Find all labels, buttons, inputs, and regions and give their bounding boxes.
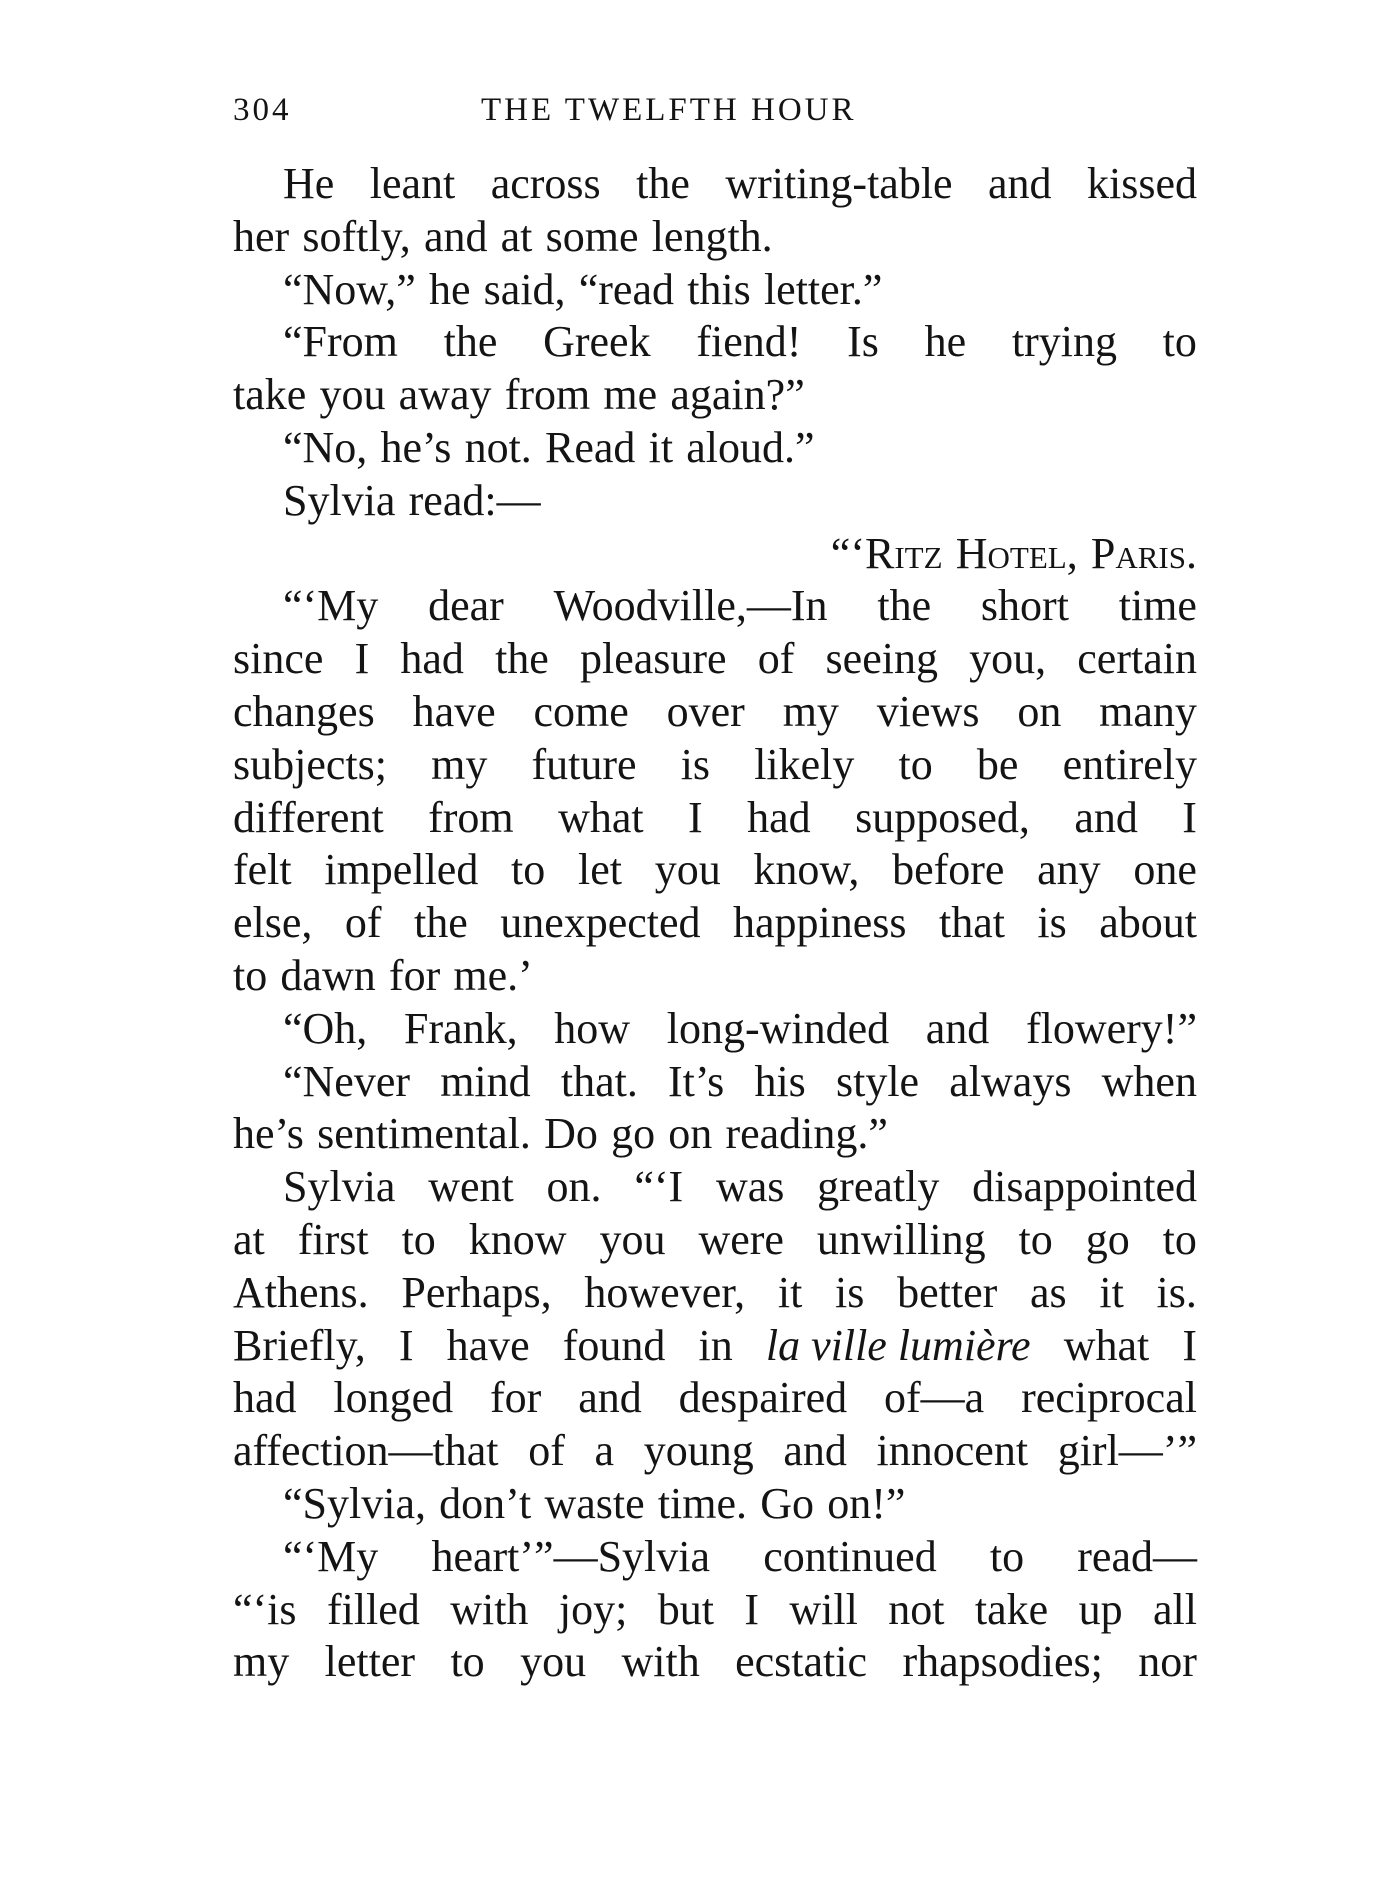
word: to (450, 1637, 485, 1687)
word: that. (560, 1056, 638, 1106)
word: at (500, 211, 533, 261)
word: and (783, 1426, 847, 1476)
word: take (974, 1584, 1049, 1634)
word: read:— (408, 475, 541, 525)
word: greatly (817, 1162, 940, 1212)
word: were (698, 1214, 784, 1264)
text-line (233, 580, 1197, 633)
text-line (233, 1478, 1197, 1531)
text-line (233, 1425, 1197, 1478)
word: ecstatic (735, 1637, 868, 1687)
word: and (1074, 792, 1138, 842)
word: longed (333, 1373, 454, 1423)
word: flowery!” (1025, 1003, 1197, 1053)
word: what (1063, 1320, 1150, 1370)
word: trying (1011, 317, 1117, 367)
text-line (233, 897, 1197, 950)
word: was (715, 1162, 785, 1212)
word: better (897, 1267, 998, 1317)
word: of (344, 898, 382, 948)
word: dear (428, 581, 504, 631)
word: from (428, 792, 514, 842)
word: I (398, 1320, 414, 1370)
word: read— (1077, 1531, 1197, 1581)
word: be (976, 739, 1019, 789)
word: my (782, 686, 839, 736)
word: again?” (670, 370, 805, 420)
word: Sylvia (283, 475, 396, 525)
word: it (648, 422, 674, 472)
word: the (495, 634, 549, 684)
word: the (413, 898, 468, 948)
text-line (233, 1267, 1197, 1320)
text-line (233, 1372, 1197, 1425)
word: long-winded (666, 1003, 890, 1053)
page-header (233, 92, 1197, 136)
text-line (233, 633, 1197, 686)
word: his (754, 1056, 806, 1106)
word: to (511, 845, 546, 895)
word: Athens. (233, 1267, 369, 1317)
word: had (747, 792, 811, 842)
word: all (1153, 1584, 1197, 1634)
word: future (531, 739, 637, 789)
word: he (924, 317, 967, 367)
word: affection—that (233, 1426, 499, 1476)
word: this (687, 264, 751, 314)
word: any (1037, 845, 1101, 895)
word: however, (584, 1267, 746, 1317)
word: the (636, 159, 690, 208)
word: some (545, 211, 639, 261)
word: on. (546, 1162, 602, 1212)
word: Read (545, 422, 636, 472)
text-line (233, 739, 1197, 792)
word: not. (464, 422, 532, 472)
word: Woodville,—In (553, 581, 828, 631)
word: rhapsodies; (902, 1637, 1103, 1687)
word: unwilling (816, 1214, 986, 1264)
word: for (388, 950, 441, 1000)
word: felt (233, 845, 292, 895)
word: He (283, 159, 335, 208)
word: reading.” (725, 1109, 888, 1159)
word: not (888, 1584, 945, 1634)
text-line (233, 1161, 1197, 1214)
word: of (528, 1426, 565, 1476)
word: how (554, 1003, 631, 1053)
word: I (744, 1584, 759, 1634)
word: about (1099, 898, 1197, 948)
word: different (233, 792, 384, 842)
text-line (233, 264, 1197, 317)
word: is (835, 1267, 865, 1317)
word: across (490, 159, 601, 208)
word: time (1118, 581, 1197, 631)
word: he (428, 264, 471, 314)
word: aloud.” (686, 422, 815, 472)
text-line (233, 1056, 1197, 1109)
word: unexpected (500, 898, 701, 948)
word: I (688, 792, 703, 842)
word: happiness (732, 898, 907, 948)
word: “From (283, 317, 398, 367)
word: entirely (1062, 739, 1197, 789)
word: the (443, 317, 498, 367)
word: as (1030, 1267, 1067, 1317)
word: changes (233, 686, 375, 736)
word: I (1182, 1320, 1197, 1370)
word: Hotel, (955, 528, 1078, 578)
word: kissed (1086, 159, 1197, 208)
word: fiend! (696, 317, 802, 367)
word: despaired (678, 1373, 848, 1423)
word: with (621, 1637, 700, 1687)
word: come (533, 686, 629, 736)
word: views (876, 686, 980, 736)
word: Do (544, 1109, 598, 1159)
word: letter.” (763, 264, 883, 314)
word: and (988, 159, 1052, 208)
word: you (520, 1637, 587, 1687)
word: and (578, 1373, 642, 1423)
word: before (892, 845, 1005, 895)
word: that (938, 898, 1005, 948)
word: It’s (668, 1056, 725, 1106)
word: nor (1138, 1637, 1197, 1687)
word: you (654, 845, 721, 895)
word: is (1037, 898, 1067, 948)
word: else, (233, 898, 313, 948)
word: impelled (324, 845, 479, 895)
word: many (1099, 686, 1197, 736)
word: “‘I (634, 1162, 684, 1212)
text-line (233, 1108, 1197, 1161)
word: a (594, 1426, 615, 1476)
word: went (428, 1162, 514, 1212)
text-line (233, 158, 1197, 211)
word: to (401, 1214, 436, 1264)
text-line (233, 844, 1197, 897)
word: and (423, 211, 488, 261)
word: go (1085, 1214, 1130, 1264)
word: over (666, 686, 745, 736)
word: you (319, 370, 386, 420)
word: innocent (876, 1426, 1029, 1476)
word: seeing (825, 634, 938, 684)
word: I (354, 634, 370, 684)
word: is (680, 739, 711, 789)
text-line (233, 1531, 1197, 1584)
word: her (233, 211, 290, 261)
word: but (657, 1584, 714, 1634)
word: Paris. (1090, 528, 1197, 578)
text-line (233, 686, 1197, 739)
word: “Sylvia, (283, 1478, 426, 1528)
word: style (835, 1056, 920, 1106)
word: “‘My (283, 1531, 379, 1581)
word: softly, (302, 211, 411, 261)
text-line (233, 1214, 1197, 1267)
word: Is (847, 317, 879, 367)
word: short (980, 581, 1069, 631)
word: likely (754, 739, 855, 789)
word: me (603, 370, 658, 420)
text-line (233, 316, 1197, 369)
word: me.’ (453, 950, 533, 1000)
word: it (777, 1267, 803, 1317)
word: first (297, 1214, 369, 1264)
word: have (446, 1320, 530, 1370)
text-line (233, 211, 1197, 264)
word: mind (440, 1056, 531, 1106)
word: to (233, 950, 268, 1000)
word: from (504, 370, 591, 420)
word: of (757, 634, 795, 684)
word: my (233, 1637, 290, 1687)
word: disappointed (972, 1162, 1197, 1212)
word: to (1162, 1214, 1197, 1264)
running-head: THE TWELFTH HOUR (481, 92, 857, 128)
word: go (611, 1109, 656, 1159)
word: to (1162, 317, 1197, 367)
word: in (698, 1320, 733, 1370)
word: you, (969, 634, 1047, 684)
word: “read (578, 264, 674, 314)
word: he’s (233, 1109, 304, 1159)
word: what (558, 792, 644, 842)
word: is. (1156, 1267, 1197, 1317)
word: since (233, 634, 324, 684)
word: dawn (280, 950, 376, 1000)
text-line (233, 422, 1197, 475)
word: had (233, 1373, 297, 1423)
word: away (398, 370, 492, 420)
word: always (949, 1056, 1072, 1106)
word: “‘My (283, 581, 379, 631)
word: letter (324, 1637, 416, 1687)
word: up (1078, 1584, 1123, 1634)
word: reciprocal (1021, 1373, 1197, 1423)
word: length. (651, 211, 773, 261)
word: pleasure (579, 634, 727, 684)
word: Greek (543, 317, 651, 367)
text-line (233, 528, 1197, 581)
word: Sylvia (283, 1162, 396, 1212)
word: to (898, 739, 933, 789)
word: the (877, 581, 932, 631)
word: have (412, 686, 496, 736)
word: certain (1077, 634, 1197, 684)
word: with (450, 1584, 529, 1634)
word: it (1099, 1267, 1124, 1317)
text-line (233, 475, 1197, 528)
word: supposed, (855, 792, 1030, 842)
word: when (1101, 1056, 1197, 1106)
text-line (233, 1584, 1197, 1637)
word: girl—’” (1057, 1426, 1197, 1476)
word: “Never (283, 1056, 411, 1106)
word: young (643, 1426, 754, 1476)
word: la ville lumière (765, 1320, 1031, 1370)
word: sentimental. (317, 1109, 531, 1159)
word: said, (483, 264, 566, 314)
word: will (789, 1584, 858, 1634)
word: on (1017, 686, 1062, 736)
text-line (233, 950, 1197, 1003)
word: on!” (827, 1478, 906, 1528)
word: take (233, 370, 307, 420)
word: heart’”—Sylvia (431, 1531, 711, 1581)
text-line (233, 1320, 1197, 1373)
text-line (233, 1636, 1197, 1689)
word: at (233, 1214, 265, 1264)
word: “‘Ritz (830, 528, 943, 578)
word: joy; (558, 1584, 628, 1634)
word: had (400, 634, 464, 684)
word: let (578, 845, 622, 895)
word: he’s (380, 422, 452, 472)
word: to (989, 1531, 1025, 1581)
word: Frank, (403, 1003, 518, 1053)
page-number: 304 (233, 92, 292, 128)
word: filled (326, 1584, 420, 1634)
word: know, (753, 845, 860, 895)
word: “Now,” (283, 264, 416, 314)
word: waste (544, 1478, 645, 1528)
word: “No, (283, 422, 368, 472)
word: time. (657, 1478, 748, 1528)
word: of—a (884, 1373, 985, 1423)
word: writing-table (725, 159, 953, 208)
word: found (562, 1320, 666, 1370)
word: one (1133, 845, 1197, 895)
text-line (233, 369, 1197, 422)
text-line (233, 792, 1197, 845)
word: my (431, 739, 488, 789)
word: for (490, 1373, 542, 1423)
word: subjects; (233, 739, 387, 789)
body-text (233, 158, 1197, 1689)
word: know (468, 1214, 567, 1264)
word: Perhaps, (401, 1267, 552, 1317)
word: “‘is (233, 1584, 297, 1634)
word: on (668, 1109, 713, 1159)
word: I (1182, 792, 1197, 842)
word: Briefly, (233, 1320, 366, 1370)
word: to (1018, 1214, 1053, 1264)
word: “Oh, (283, 1003, 368, 1053)
word: don’t (439, 1478, 532, 1528)
text-line (233, 1003, 1197, 1056)
word: Go (760, 1478, 814, 1528)
word: you (599, 1214, 666, 1264)
word: leant (369, 159, 456, 208)
word: continued (763, 1531, 937, 1581)
word: and (925, 1003, 990, 1053)
